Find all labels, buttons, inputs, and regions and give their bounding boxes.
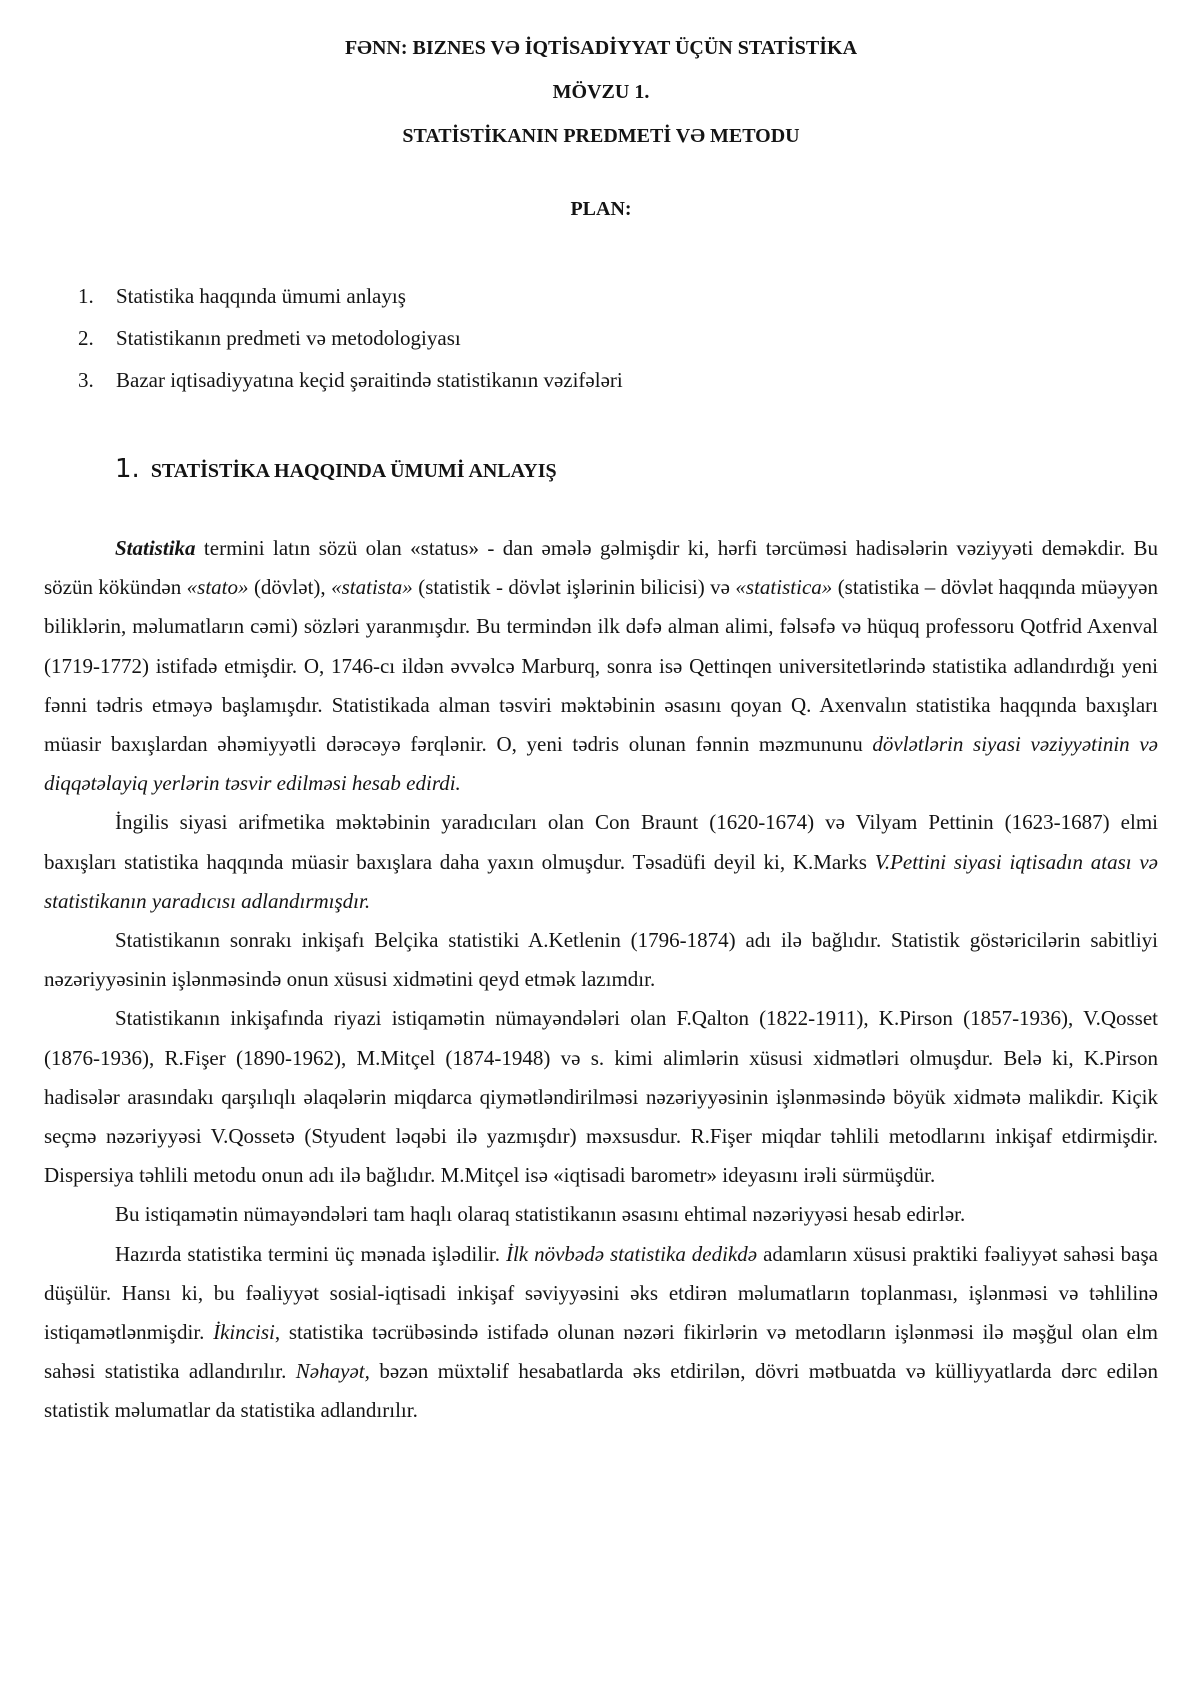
italic-run: İlk növbədə statistika dedikdə (505, 1241, 758, 1266)
italic-run: «statista» (331, 575, 413, 600)
topic-number: MÖVZU 1. (552, 81, 650, 103)
paragraph (44, 1235, 1158, 1431)
paragraph: Statistikanın sonrakı inkişafı Belçika statistiki A.Ketlenin (1796-1874) adı ilə bağlıdır. Statistik göstəricilərin sabitliyi nəzəriyyəsinin işlənməsində onun xüsusi xidmətini qeyd etmək lazımdır. (44, 928, 1158, 992)
plan-item-number: 2. (78, 326, 94, 350)
plan-item-number: 1. (78, 284, 94, 308)
plan-item-number: 3. (78, 368, 94, 392)
plan-title: PLAN: (570, 198, 632, 220)
plan-item (44, 359, 1158, 401)
plan-item-text: Bazar iqtisadiyyatına keçid şəraitində statistikanın vəzifələri (116, 368, 623, 392)
italic-run: dövlətlərin siyasi vəziyyətinin və diqqətəlayiq yerlərin təsvir edilməsi hesab edirdi. (44, 732, 1158, 796)
paragraph: Bu istiqamətin nümayəndələri tam haqlı olaraq statistikanın əsasını ehtimal nəzəriyyəsi hesab edirlər. (115, 1202, 966, 1227)
italic-run: İkincisi (213, 1320, 275, 1345)
plan-list (44, 275, 1158, 401)
text-run: (dövlət), (248, 575, 332, 600)
plan-item-text: Statistikanın predmeti və metodologiyası (116, 326, 461, 350)
section-heading (44, 445, 1158, 495)
plan-item-text: Statistika haqqında ümumi anlayış (116, 284, 406, 308)
text-run: adamların xüsusi praktiki fəaliyyət sahəsi başa düşülür. Hansı ki, bu fəaliyyət sosial-iqtisadi inkişaf səviyyəsini əks etdirən məlumatların toplanması, işlənməsi və təhlilinə istiqamətlənmişdir. (44, 1241, 1158, 1345)
text-run: bəzən müxtəlif hesabatlarda əks etdirilən, dövri mətbuatda və külliyyatlarda dərc edilən statistik məlumatlar da statistika adlandırılır. (44, 1359, 1158, 1423)
italic-run: Nəhayət, (295, 1359, 370, 1384)
plan-item (44, 275, 1158, 317)
text-run: (statistik - dövlət işlərinin bilicisi) və (412, 575, 736, 600)
text-run: (statistika – dövlət haqqında müəyyən biliklərin, məlumatların cəmi) sözləri yaranmışdır. Bu termindən ilk dəfə alman alimi, fəlsəfə və hüquq professoru Qotfrid Axenval (1719-1772) istifadə etmişdir. O, 1746-cı ildən əvvəlcə Marburq, sonra isə Qettinqen universitetlərində statistika adlandırdığı yeni fənni tədris etməyə başlamışdır. Statistikada alman təsviri məktəbinin əsasını qoyan Q. Axenvalın statistika haqqında baxışları müasir baxışlardan əhəmiyyətli dərəcəyə fərqlənir. O, yeni tədris olunan fənnin məzmununu (44, 575, 1158, 757)
paragraph: Statistikanın inkişafında riyazi istiqamətin nümayəndələri olan F.Qalton (1822-1911), K.Pirson (1857-1936), V.Qosset (1876-1936), R.Fişer (1890-1962), M.Mitçel (1874-1948) və s. kimi alimlərin xüsusi xidmətləri olmuşdur. Belə ki, K.Pirson hadisələr arasındakı qarşılıqlı əlaqələrin miqdarca qiymətləndirilməsi nəzəriyyəsinin işlənməsində böyük xidmətə malikdir. Kiçik seçmə nəzəriyyəsi V.Qossetə (Styudent ləqəbi ilə yazmışdır) məxsusdur. R.Fişer miqdar təhlili metodlarını inkişaf etdirmişdir. Dispersiya təhlili metodu onun adı ilə bağlıdır. M.Mitçel isə «iqtisadi barometr» ideyasını irəli sürmüşdür. (44, 1006, 1158, 1188)
body-text (44, 529, 1158, 1431)
section-title: STATİSTİKA HAQQINDA ÜMUMİ ANLAYIŞ (150, 460, 557, 482)
term-statistika: Statistika (115, 536, 196, 560)
paragraph (44, 803, 1158, 921)
paragraph (44, 529, 1158, 803)
text-run: termini latın sözü olan «status» - dan əmələ gəlmişdir ki, hərfi tərcüməsi hadisələrin vəziyyəti deməkdir. Bu sözün kökündən (44, 536, 1158, 600)
text-run: Hazırda statistika termini üç mənada işlədilir. (115, 1241, 506, 1266)
text-run: İngilis siyasi arifmetika məktəbinin yaradıcıları olan Con Braunt (1620-1674) və Vilyam Pettinin (1623-1687) elmi baxışları statistika haqqında müasir baxışlara daha yaxın olmuşdur. Təsadüfi deyil ki, K.Marks (44, 810, 1158, 874)
text-run: , statistika təcrübəsində istifadə olunan nəzəri fikirlərin və metodların işlənməsi ilə məşğul olan elm sahəsi statistika adlandırılır. (44, 1320, 1158, 1384)
subject-title: FƏNN: BIZNES VƏ İQTİSADİYYAT ÜÇÜN STATİSTİKA (344, 37, 858, 59)
italic-run: «statistica» (735, 575, 833, 600)
plan-item (44, 317, 1158, 359)
italic-run: V.Pettini siyasi iqtisadın atası və statistikanın yaradıcısı adlandırmışdır. (44, 849, 1159, 913)
section-number: 1. (115, 454, 140, 484)
topic-title: STATİSTİKANIN PREDMETİ VƏ METODU (402, 125, 800, 147)
italic-run: «stato» (186, 575, 249, 600)
